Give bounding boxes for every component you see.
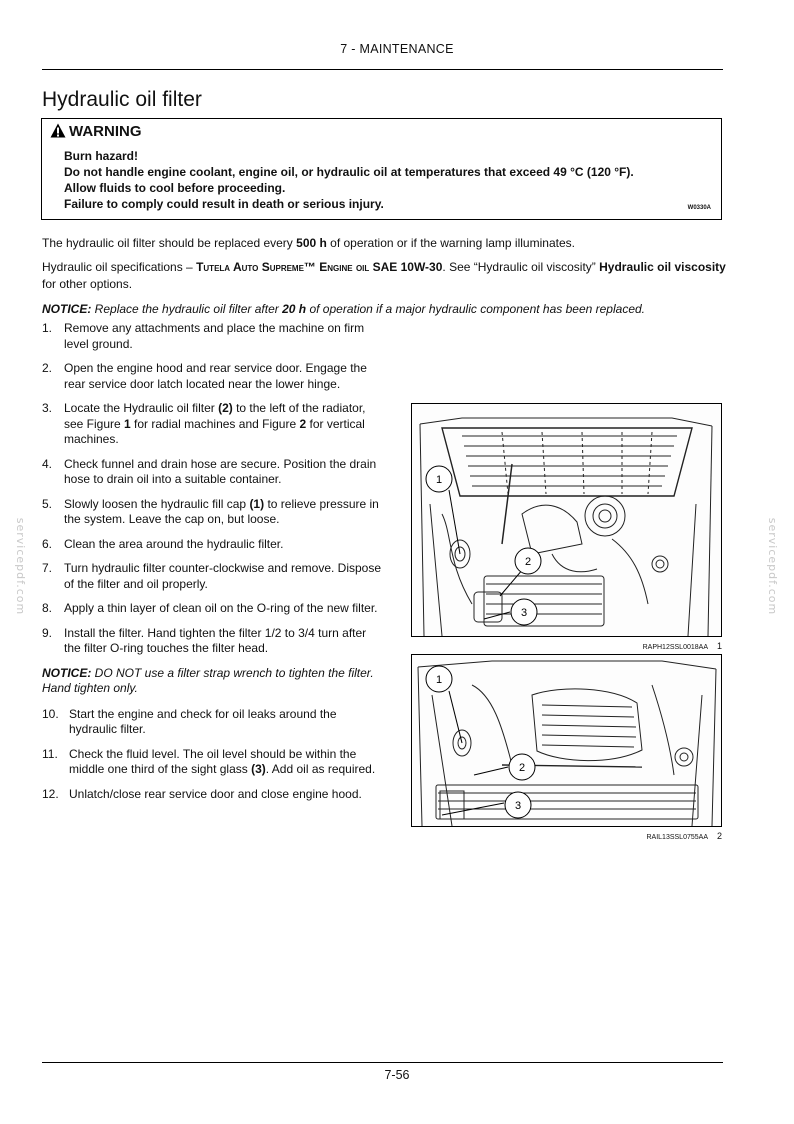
step-8: 8. Apply a thin layer of clean oil on the O-ring of the new filter. (42, 601, 378, 615)
warning-box (41, 118, 722, 220)
page-number: 7-56 (384, 1068, 410, 1082)
footer-rule (42, 1062, 723, 1063)
notice-replace-filter: NOTICE: Replace the hydraulic oil filter after 20 h of operation if a major hydraulic component has been replaced. (42, 302, 645, 316)
warning-line: Do not handle engine coolant, engine oil, or hydraulic oil at temperatures that exceed 49 °C (120 °F). (64, 165, 634, 179)
engine-bay-illustration-radial (412, 404, 721, 636)
warning-line: Failure to comply could result in death or serious injury. (64, 197, 384, 211)
figure-2-callout-1: 1 (435, 674, 443, 686)
step-12: 12. Unlatch/close rear service door and close engine hood. (42, 786, 362, 801)
watermark-left: servicepdf.com (14, 517, 28, 616)
warning-heading (50, 123, 142, 140)
step-5: 5. Slowly loosen the hydraulic fill cap (1) to relieve pressure in the system. Leave the cap on, but loose. (42, 496, 379, 526)
figure-2-callout-2: 2 (518, 762, 526, 774)
figure-1-callout-1: 1 (435, 474, 443, 486)
intro-paragraph-interval: The hydraulic oil filter should be replaced every 500 h of operation or if the warning lamp illuminates. (42, 236, 575, 250)
step-3: 3. Locate the Hydraulic oil filter (2) to the left of the radiator, see Figure 1 for radial machines and Figure 2 for vertical machines. (42, 401, 366, 446)
figure-2-callout-3: 3 (514, 800, 522, 812)
watermark-right: servicepdf.com (766, 517, 780, 616)
step-4: 4. Check funnel and drain hose are secure. Position the drain hose to drain oil into a suitable container. (42, 456, 377, 486)
step-7: 7. Turn hydraulic filter counter-clockwise and remove. Dispose of the filter and oil properly. (42, 561, 382, 591)
step-1: 1. Remove any attachments and place the machine on firm level ground. (42, 321, 365, 351)
figure-1-caption (411, 641, 722, 651)
section-title: Hydraulic oil filter (42, 88, 202, 111)
engine-bay-illustration-vertical (412, 655, 721, 826)
intro-paragraph-spec: Hydraulic oil specifications – Tutela Auto Supreme™ Engine oil SAE 10W-30. See “Hydraulic oil viscosity” Hydraulic oil viscosity for other options. (42, 260, 726, 291)
step-2: 2. Open the engine hood and rear service door. Engage the rear service door latch located near the lower hinge. (42, 361, 367, 391)
chapter-header: 7 - MAINTENANCE (340, 42, 454, 56)
step-10: 10. Start the engine and check for oil leaks around the hydraulic filter. (42, 706, 337, 736)
warning-heading-text: WARNING (69, 123, 142, 140)
figure-1-code: RAPH12SSL0018AA (642, 644, 708, 651)
figure-2-caption (411, 831, 722, 841)
figure-1-callout-3: 3 (520, 607, 528, 619)
figure-1-number: 1 (716, 641, 722, 651)
procedure-steps (42, 321, 384, 811)
viscosity-reference-link[interactable]: Hydraulic oil viscosity (599, 260, 726, 274)
warning-text (64, 148, 634, 212)
warning-code: W0330A (687, 205, 711, 211)
figure-1-callout-2: 2 (524, 556, 532, 568)
warning-line: Allow fluids to cool before proceeding. (64, 181, 286, 195)
warning-line: Burn hazard! (64, 149, 139, 163)
notice-strap-wrench: NOTICE: DO NOT use a filter strap wrench to tighten the filter. Hand tighten only. (42, 665, 374, 695)
figure-2-code: RAIL13SSL0755AA (646, 834, 708, 841)
step-9: 9. Install the filter. Hand tighten the filter 1/2 to 3/4 turn after the filter O-ring touches the filter head. (42, 625, 367, 655)
warning-triangle-icon (50, 123, 66, 138)
figure-1-radial-engine-bay (411, 403, 722, 637)
step-6: 6. Clean the area around the hydraulic filter. (42, 536, 284, 551)
figure-2-vertical-engine-bay (411, 654, 722, 827)
step-11: 11. Check the fluid level. The oil level should be within the middle one third of the sight glass (3). Add oil as required. (42, 746, 376, 776)
figure-2-number: 2 (716, 831, 722, 841)
header-rule (42, 69, 723, 70)
